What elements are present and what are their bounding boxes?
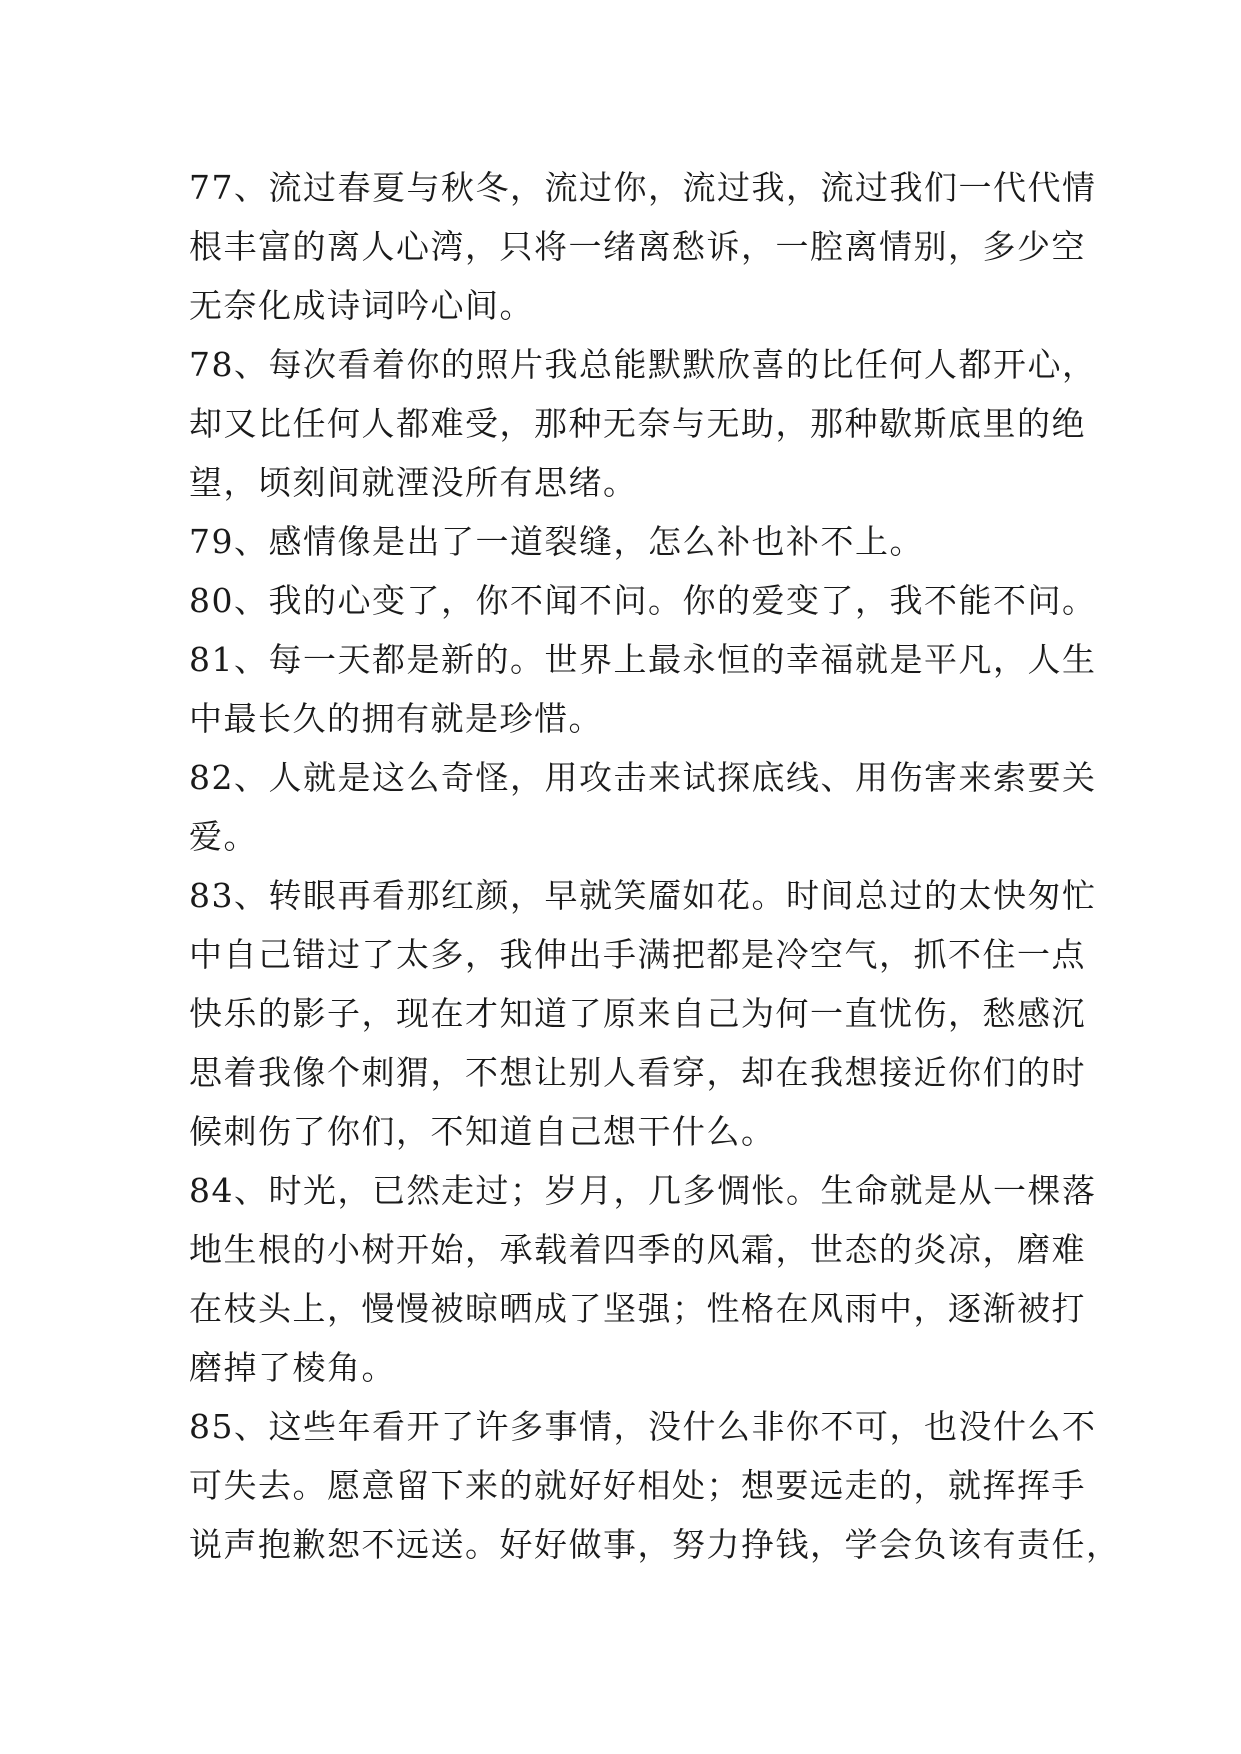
text-line: 82、人就是这么奇怪，用攻击来试探底线、用伤害来索要关: [189, 758, 1097, 797]
text-line: 却又比任何人都难受，那种无奈与无助，那种歇斯底里的绝: [189, 404, 1086, 443]
text-line: 78、每次看着你的照片我总能默默欣喜的比任何人都开心，: [189, 345, 1097, 384]
text-line: 85、这些年看开了许多事情，没什么非你不可，也没什么不: [189, 1407, 1097, 1446]
text-line: 可失去。愿意留下来的就好好相处；想要远走的，就挥挥手: [189, 1466, 1086, 1505]
text-line: 中最长久的拥有就是珍惜。: [189, 699, 603, 738]
text-line: 候刺伤了你们，不知道自己想干什么。: [189, 1112, 776, 1151]
text-line: 磨掉了棱角。: [189, 1348, 396, 1387]
text-line: 无奈化成诗词吟心间。: [189, 286, 534, 325]
text-line: 思着我像个刺猬，不想让别人看穿，却在我想接近你们的时: [189, 1053, 1086, 1092]
text-line: 地生根的小树开始，承载着四季的风霜，世态的炎凉，磨难: [189, 1230, 1086, 1269]
text-line: 在枝头上，慢慢被晾晒成了坚强；性格在风雨中，逐渐被打: [189, 1289, 1086, 1328]
text-line: 望，顷刻间就湮没所有思绪。: [189, 463, 638, 502]
text-line: 说声抱歉恕不远送。好好做事，努力挣钱，学会负该有责任，: [189, 1525, 1121, 1564]
document-body: [189, 158, 1121, 1574]
text-line: 83、转眼再看那红颜，早就笑靥如花。时间总过的太快匆忙: [189, 876, 1097, 915]
text-line: 79、感情像是出了一道裂缝，怎么补也补不上。: [189, 522, 924, 561]
text-line: 81、每一天都是新的。世界上最永恒的幸福就是平凡，人生: [189, 640, 1097, 679]
text-line: 根丰富的离人心湾，只将一绪离愁诉，一腔离情别，多少空: [189, 227, 1086, 266]
text-line: 80、我的心变了，你不闻不问。你的爱变了，我不能不问。: [189, 581, 1097, 620]
text-line: 84、时光，已然走过；岁月，几多惆怅。生命就是从一棵落: [189, 1171, 1097, 1210]
text-line: 中自己错过了太多，我伸出手满把都是冷空气，抓不住一点: [189, 935, 1086, 974]
text-line: 爱。: [189, 817, 258, 856]
text-line: 77、流过春夏与秋冬，流过你，流过我，流过我们一代代情: [189, 168, 1097, 207]
text-line: 快乐的影子，现在才知道了原来自己为何一直忧伤，愁感沉: [189, 994, 1086, 1033]
